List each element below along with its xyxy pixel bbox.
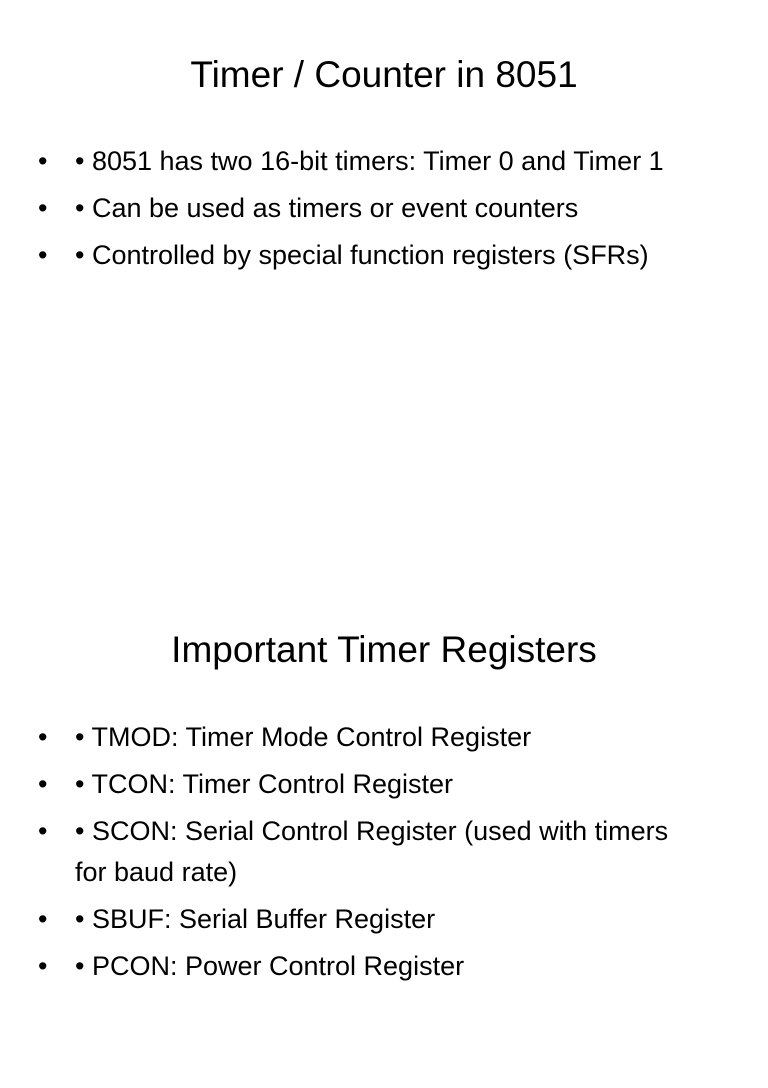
bullet-list [38,141,688,282]
bullet-marker: • [38,816,48,846]
bullet-text: • TCON: Timer Control Register [75,769,454,799]
bullet-marker: • [38,951,48,981]
bullet-text: • 8051 has two 16-bit timers: Timer 0 and Timer 1 [75,146,664,176]
bullet-marker: • [38,240,48,270]
slide-title: Important Timer Registers [171,629,597,670]
bullet-item [38,235,688,276]
bullet-marker: • [38,722,48,752]
bullet-text: • Controlled by special function registers (SFRs) [75,240,649,270]
bullet-item [38,946,688,987]
bullet-item [38,717,688,758]
bullet-marker: • [38,146,48,176]
bullet-text: • TMOD: Timer Mode Control Register [75,722,532,752]
bullet-text: • SCON: Serial Control Register (used with timers for baud rate) [75,816,669,887]
slide-timer-counter [0,0,768,512]
bullet-marker: • [38,193,48,223]
bullet-item [38,764,688,805]
bullet-item [38,899,688,940]
slide-title: Timer / Counter in 8051 [190,54,578,95]
bullet-text: • Can be used as timers or event counters [75,193,579,223]
bullet-marker: • [38,904,48,934]
bullet-item [38,811,688,893]
bullet-list [38,717,688,993]
bullet-item [38,188,688,229]
bullet-marker: • [38,769,48,799]
bullet-text: • PCON: Power Control Register [75,951,465,981]
bullet-item [38,141,688,182]
bullet-text: • SBUF: Serial Buffer Register [75,904,436,934]
slide-timer-registers [0,576,768,1088]
